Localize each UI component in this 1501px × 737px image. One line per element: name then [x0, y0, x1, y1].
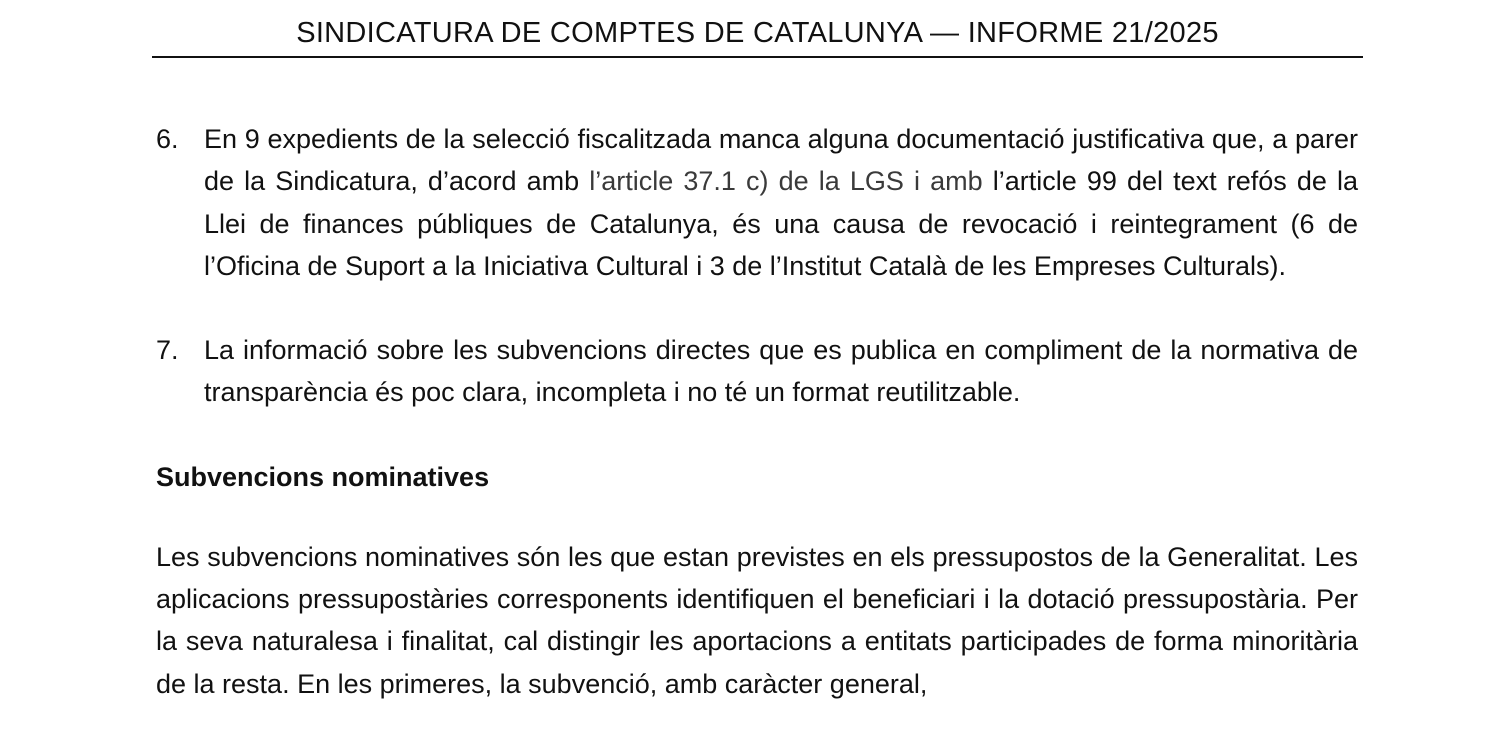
page-header [152, 14, 1363, 58]
list-item-7 [156, 329, 1358, 414]
list-item-number: 7. [156, 335, 179, 366]
document-body [156, 118, 1358, 705]
section-paragraph: Les subvencions nominatives són les que estan previstes en els pressupostos de la Generalitat. Les aplicacions pressupostàries corresponents identifiquen el beneficiari i la dotació pressupostària. Per la seva naturalesa i finalitat, cal distingir les aportacions a entitats participades de forma minoritària de la resta. En les primeres, la subvenció, amb caràcter general, [156, 541, 1358, 699]
list-item-6 [156, 118, 1358, 287]
list-item-text: La informació sobre les subvencions directes que es publica en compliment de la normativa de transparència és poc clara, incompleta i no té un format reutilitzable. [204, 335, 1358, 408]
list-item-text-before: En 9 expedients de la selecció fiscalitzada manca alguna documentació justificativa que, a parer de la Sindicatura, d’acord amb [204, 124, 1358, 197]
section-heading: Subvencions nominatives [156, 461, 490, 492]
legal-reference-link[interactable]: l’article 37.1 c) de la LGS i amb [589, 166, 983, 197]
header-title: SINDICATURA DE COMPTES DE CATALUNYA — INFORME 21/2025 [296, 17, 1219, 49]
list-item-text-after: l’article 99 del text refós de la Llei de finances públiques de Catalunya, és una causa de revocació i reintegrament (6 de l’Oficina de Suport a la Iniciativa Cultural i 3 de l’Institut Català de les Empreses Culturals). [204, 166, 1358, 281]
list-item-number: 6. [156, 124, 179, 154]
list-item-text [204, 118, 1358, 287]
